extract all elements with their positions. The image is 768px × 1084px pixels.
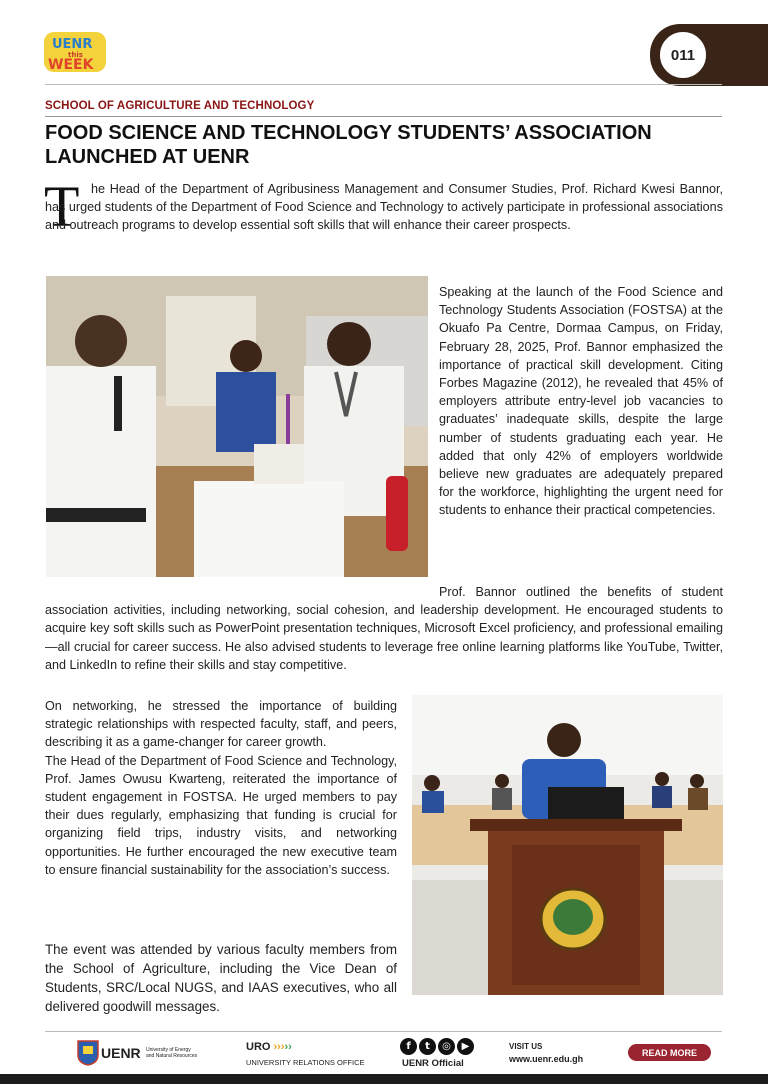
networking-paragraph: On networking, he stressed the importance of building strategic relationships with respected faculty, staff, and peers, describing it as a game-changer for career growth. [45, 699, 397, 750]
social-handle[interactable]: UENR Official [402, 1058, 464, 1069]
uro-arrows-icon-2: ›› [284, 1041, 292, 1053]
website-link[interactable]: www.uenr.edu.gh [509, 1054, 584, 1064]
article-title: FOOD SCIENCE AND TECHNOLOGY STUDENTS’ ASSOCIATION LAUNCHED AT UENR [45, 122, 652, 168]
drop-cap: T [44, 174, 80, 239]
department-head-paragraph: The Head of the Department of Food Science and Technology, Prof. James Owusu Kwarteng, reiterated the importance of student engagement in FOSTSA. He urged members to pay their dues regularly, emphasizing that funding is crucial for organizing field trips, industry visits, and networking opportunities. He further encouraged the new executive team to ensure financial sustainability for the association’s success. [45, 753, 397, 877]
uenr-full-name [146, 1047, 197, 1059]
podium-speaker-photo [412, 695, 723, 995]
page-number-tab [650, 24, 768, 86]
instagram-icon[interactable]: ◎ [438, 1038, 455, 1055]
bottom-bar [0, 1074, 768, 1084]
header-divider [45, 84, 722, 85]
youtube-icon[interactable]: ▶ [457, 1038, 474, 1055]
benefits-paragraph: Prof. Bannor outlined the benefits of student association activities, including networking, social cohesion, and leadership development. He encouraged students to acquire key soft skills such as PowerPoint presentation techniques, Microsoft Excel proficiency, and professional emailing—all crucial for career success. He also advised students to leverage free online learning platforms like YouTube, Twitter, and LinkedIn to refine their skills and stay competitive. [45, 585, 723, 672]
uro-short [246, 1041, 292, 1053]
section-divider [45, 116, 722, 117]
uenr-full-name-line1: University of Energy [146, 1047, 191, 1053]
event-paragraph: The event was attended by various faculty members from the School of Agriculture, including the Vice Dean of Students, SRC/Local NUGS, and IAAS executives, who all delivered goodwill messages. [45, 942, 397, 1014]
cake-cutting-photo [46, 276, 428, 577]
uro-short-text: URO [246, 1041, 271, 1053]
facebook-icon[interactable]: f [400, 1038, 417, 1055]
launch-paragraph: Speaking at the launch of the Food Science and Technology Students Association (FOSTSA) at the Okuafo Pa Centre, Dormaa Campus, on Friday, February 28, 2025, Prof. Bannor emphasized the importance of practical skill development. Citing Forbes Magazine (2012), he revealed that 45% of employers attribute entry-level job vacancies to graduates’ inadequate skills, despite the large number of students graduating each year. He added that only 42% of employers worldwide believe new graduates are adequately prepared for the workforce, highlighting the urgent need for students to enhance their practical competencies. [439, 285, 723, 518]
twitter-icon[interactable]: t [419, 1038, 436, 1055]
uro-arrows-icon: ››› [273, 1041, 285, 1053]
footer-divider [45, 1031, 722, 1032]
svg-text:UENR: UENR [52, 37, 93, 52]
footer [0, 1036, 768, 1074]
uenr-full-name-line2: and Natural Resources [146, 1053, 198, 1059]
page-number: 011 [658, 30, 708, 80]
uenr-crest-icon [77, 1040, 99, 1066]
networking-head-paragraphs [45, 697, 397, 879]
svg-text:WEEK: WEEK [48, 57, 94, 73]
visit-us-label: VISIT US [509, 1042, 543, 1051]
uenr-name: UENR [101, 1045, 141, 1061]
uenr-this-week-logo [42, 28, 112, 76]
read-more-button[interactable]: READ MORE [628, 1044, 711, 1061]
intro-paragraph: he Head of the Department of Agribusiness Management and Consumer Studies, Prof. Richard Kwesi Bannor, has urged students of the Department of Food Science and Technology to actively participate in professional associations and outreach programs to develop essential soft skills that will enhance their career prospects. [45, 182, 723, 233]
section-label: SCHOOL OF AGRICULTURE AND TECHNOLOGY [45, 100, 315, 112]
svg-text:this: this [68, 51, 83, 59]
uro-full-name: UNIVERSITY RELATIONS OFFICE [246, 1058, 365, 1067]
